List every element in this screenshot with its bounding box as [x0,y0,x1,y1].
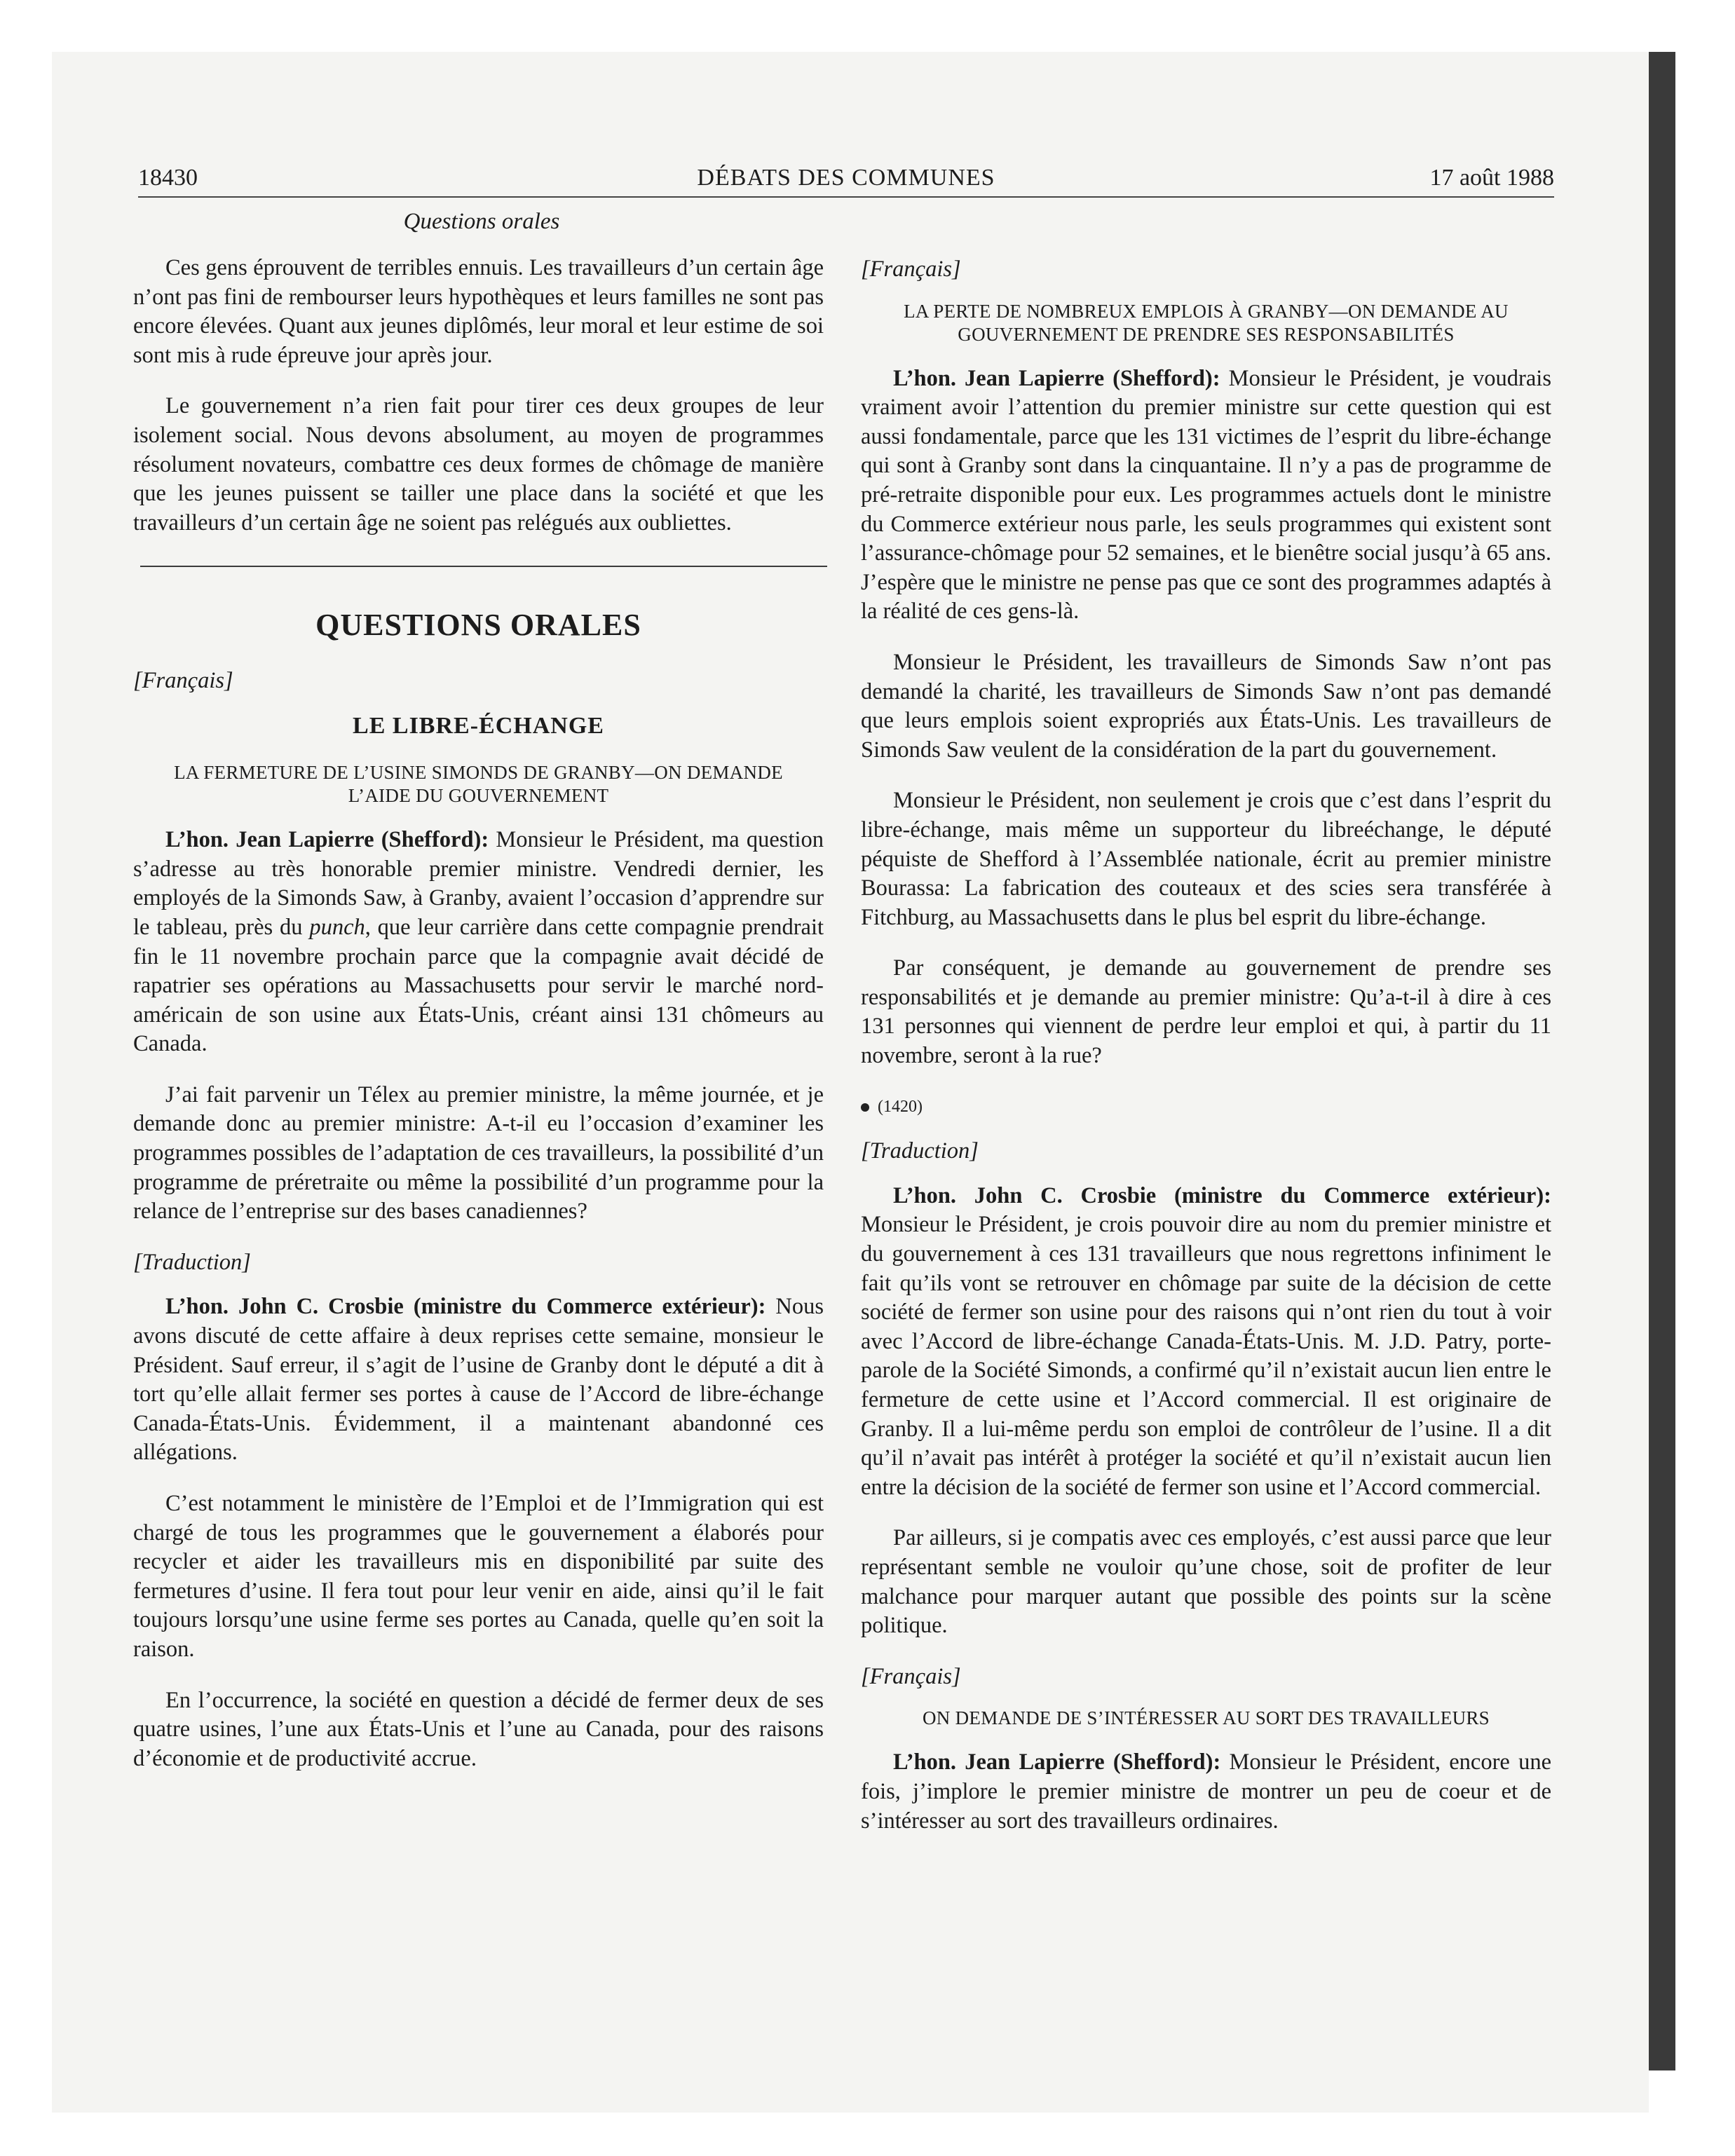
paragraph: En l’occurrence, la société en question a décidé de fermer deux de ses quatre usines, l’une aux États-Unis et l’une au Canada, pour des raisons d’économie et de productivité accrue. [133,1687,824,1771]
left-column [133,251,824,1795]
paragraph: Le gouvernement n’a rien fait pour tirer ces deux groupes de leur isolement social. Nous devons absolument, au moyen de programmes résolument novateurs, combattre ces deux formes de chômage de manière que les jeunes puissent se tailler une place dans la société et que les travailleurs d’un certain âge ne soient pas relégués aux oubliettes. [133,393,824,535]
language-marker: [Traduction] [133,1249,251,1275]
scan-edge-shadow [1649,52,1675,2070]
rubric-heading: LE LIBRE-ÉCHANGE [353,712,604,739]
timestamp: (1420) [861,1093,1551,1122]
paragraph: L’hon. John C. Crosbie (ministre du Commerce extérieur): Monsieur le Président, je crois pouvoir dire au nom du premier ministre et du gouvernement à ces 131 travailleurs que nous regrettons infiniment le fait qu’ils vont se retrouver en chômage par suite de la décision de cette société de fermer son usine pour des raisons qui n’ont rien du tout à voir avec l’Accord de libre-échange Canada-États-Unis. M. J.D. Patry, porte-parole de la Société Simonds, a confirmé qu’il n’existait aucun lien entre le fermeture de cette usine et l’Accord commercial. Il est originaire de Granby. Il a lui-même perdu son emploi de contrôleur de l’usine. Il a dit qu’il n’avait pas intérêt à protéger la société et qu’il n’existait aucun lien entre la décision de la société de fermer son usine et l’Accord commercial. [861,1182,1551,1500]
journal-title: DÉBATS DES COMMUNES [697,165,995,191]
speaker-name: L’hon. John C. Crosbie (ministre du Commerce extérieur): [893,1182,1551,1208]
paragraph: L’hon. John C. Crosbie (ministre du Commerce extérieur): Nous avons discuté de cette affaire à deux reprises cette semaine, monsieur le Président. Sauf erreur, il s’agit de l’usine de Granby dont le député a dit à tort qu’elle allait fermer ses portes à cause de l’Accord de libre-échange Canada-États-Unis. Évidemment, il a maintenant abandonné ces allégations. [133,1294,824,1466]
speaker-name: L’hon. Jean Lapierre (Shefford): [165,827,489,853]
paragraph: Ces gens éprouvent de terribles ennuis. Les travailleurs d’un certain âge n’ont pas fini de rembourser leurs hypothèques et leurs familles ne sont pas encore élevées. Quant aux jeunes diplômés, leur moral et leur estime de soi sont mis à rude épreuve jour après jour. [133,255,824,368]
header-rule [138,196,1554,198]
bullet-dot-icon [861,1103,869,1112]
paragraph: J’ai fait parvenir un Télex au premier ministre, la même journée, et je demande donc au premier ministre: A-t-il eu l’occasion d’examiner les programmes possibles de l’adaptation de ces travailleurs, la possibilité d’un programme de préretraite ou même la possibilité d’un programme pour la relance de l’entreprise sur des bases canadiennes? [133,1082,824,1224]
language-marker: [Français] [133,667,233,693]
paragraph: L’hon. Jean Lapierre (Shefford): Monsieur le Président, ma question s’adresse au très honorable premier ministre. Vendredi dernier, les employés de la Simonds Saw, à Granby, avaient l’occasion d’apprendre sur le tableau, près du punch, que leur carrière dans cette compagnie prendrait fin le 11 novembre prochain parce que la compagnie avait décidé de rapatrier ses opérations au Massachusetts pour servir le marché nord-américain de son usine aux États-Unis, créant ainsi 131 chômeurs au Canada. [133,827,824,1057]
subheading: LA PERTE DE NOMBREUX EMPLOIS À GRANBY—ON DEMANDE AU GOUVERNEMENT DE PRENDRE SES RESPONSABILITÉS [904,300,1509,345]
paragraph: Par ailleurs, si je compatis avec ces employés, c’est aussi parce que leur représentant semble ne vouloir qu’une chose, soit de profiter de leur malchance pour marquer autant que possible des points sur la scène politique. [861,1525,1551,1639]
page-number: 18430 [138,165,198,191]
language-marker: [Traduction] [861,1138,979,1164]
header-date: 17 août 1988 [1429,165,1554,191]
subheading: ON DEMANDE DE S’INTÉRESSER AU SORT DES TRAVAILLEURS [922,1707,1490,1729]
section-label: Questions orales [403,209,560,234]
running-header [138,160,1554,196]
speaker-name: L’hon. Jean Lapierre (Shefford): [893,1749,1221,1775]
paragraph: Par conséquent, je demande au gouvernement de prendre ses responsabilités et je demande au premier ministre: Qu’a-t-il à dire à ces 131 personnes qui viennent de perdre leur emploi et qui, à partir du 11 novembre, seront à la rue? [861,955,1551,1069]
paragraph: Monsieur le Président, les travailleurs de Simonds Saw n’ont pas demandé la charité, les travailleurs de Simonds Saw n’ont pas demandé que leurs emplois soient expropriés aux États-Unis. Les travailleurs de Simonds Saw veulent de la considération de la part du gouvernement. [861,649,1551,763]
section-divider [140,566,827,567]
language-marker: [Français] [861,1663,961,1689]
section-title: QUESTIONS ORALES [315,608,641,643]
speaker-name: L’hon. John C. Crosbie (ministre du Commerce extérieur): [165,1294,766,1320]
paragraph: C’est notamment le ministère de l’Emploi et de l’Immigration qui est chargé de tous les programmes que le gouvernement a élaborés pour recycler et aider les travailleurs mis en disponibilité par suite des fermetures d’usine. Il fera tout pour leur venir en aide, ainsi qu’il le fait toujours lorsqu’une usine ferme ses portes au Canada, quelle qu’en soit la raison. [133,1491,824,1662]
subheading: LA FERMETURE DE L’USINE SIMONDS DE GRANBY—ON DEMANDE L’AIDE DU GOUVERNEMENT [174,762,783,807]
right-column [861,251,1551,1857]
language-marker: [Français] [861,257,961,282]
paragraph: Monsieur le Président, non seulement je crois que c’est dans l’esprit du libre-échange, mais même un supporteur du libreéchange, le député péquiste de Shefford à l’Assemblée nationale, écrit au premier ministre Bourassa: La fabrication des couteaux et des scies sera transférée à Fitchburg, au Massachusetts dans le plus bel esprit du libre-échange. [861,788,1551,930]
speaker-name: L’hon. Jean Lapierre (Shefford): [893,365,1220,391]
paragraph: L’hon. Jean Lapierre (Shefford): Monsieur le Président, je voudrais vraiment avoir l’attention du premier ministre sur cette question qui est aussi fondamentale, parce que les 131 victimes de l’esprit du libre-échange qui sont à Granby sont dans la cinquantaine. Il n’y a pas de programme de pré-retraite disponible pour eux. Les programmes actuels dont le ministre du Commerce extérieur nous parle, les seuls programmes qui existent sont l’assurance-chômage pour 52 semaines, et le bienêtre social jusqu’à 65 ans. J’espère que le ministre ne pense pas que ce sont des programmes adaptés à la réalité de ces gens-là. [861,365,1551,625]
emphasis: punch [309,914,365,940]
paragraph: L’hon. Jean Lapierre (Shefford): Monsieur le Président, encore une fois, j’implore le premier ministre de montrer un peu de coeur et de s’intéresser au sort des travailleurs ordinaires. [861,1749,1551,1834]
